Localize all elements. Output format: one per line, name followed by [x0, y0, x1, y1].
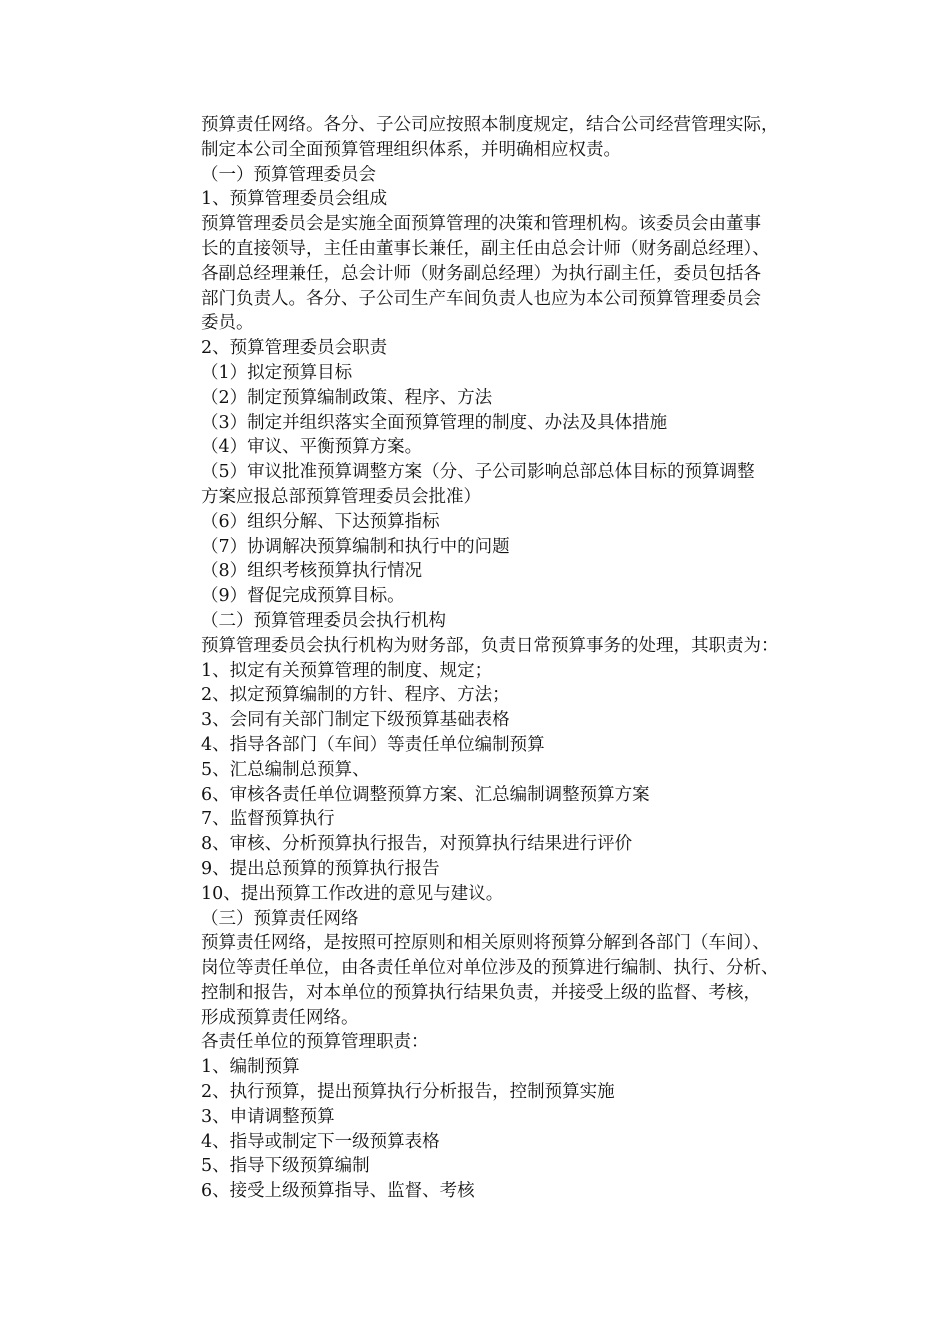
document-body	[201, 113, 821, 1204]
text-line: 方案应报总部预算管理委员会批准）	[201, 486, 481, 507]
text-line: （3）制定并组织落实全面预算管理的制度、办法及具体措施	[201, 412, 668, 433]
text-line: 6、审核各责任单位调整预算方案、汇总编制调整预算方案	[201, 784, 650, 805]
text-line: 制定本公司全面预算管理组织体系，并明确相应权责。	[201, 139, 621, 160]
text-line: 1、预算管理委员会组成	[201, 189, 388, 210]
text-line: （4）审议、平衡预算方案。	[201, 437, 423, 458]
text-line: （5）审议批准预算调整方案（分、子公司影响总部总体目标的预算调整	[201, 462, 755, 483]
text-line: 预算责任网络。各分、子公司应按照本制度规定，结合公司经营管理实际，	[201, 115, 779, 135]
text-line: （8）组织考核预算执行情况	[201, 561, 423, 582]
text-line: 委员。	[201, 313, 254, 334]
text-line: 10、提出预算工作改进的意见与建议。	[201, 883, 504, 904]
text-line: 8、审核、分析预算执行报告，对预算执行结果进行评价	[201, 834, 633, 855]
text-line: 3、会同有关部门制定下级预算基础表格	[201, 710, 510, 731]
text-line: 形成预算责任网络。	[201, 1007, 359, 1028]
text-line: 4、指导各部门（车间）等责任单位编制预算	[201, 734, 545, 755]
text-line: （9）督促完成预算目标。	[201, 586, 405, 607]
text-line: 岗位等责任单位，由各责任单位对单位涉及的预算进行编制、执行、分析、	[201, 958, 779, 979]
text-line: 1、编制预算	[201, 1057, 300, 1078]
text-line: 4、指导或制定下一级预算表格	[201, 1131, 440, 1152]
text-line: （7）协调解决预算编制和执行中的问题	[201, 536, 510, 557]
text-line: 各副总经理兼任，总会计师（财务副总经理）为执行副主任，委员包括各	[201, 263, 761, 284]
text-line: 预算管理委员会是实施全面预算管理的决策和管理机构。该委员会由董事	[201, 214, 761, 235]
text-line: 预算责任网络，是按照可控原则和相关原则将预算分解到各部门（车间）、	[201, 933, 770, 954]
text-line: 各责任单位的预算管理职责：	[201, 1032, 429, 1053]
text-line: 5、汇总编制总预算、	[201, 759, 370, 780]
text-line: （1）拟定预算目标	[201, 362, 353, 383]
text-line: 5、指导下级预算编制	[201, 1156, 370, 1177]
text-line: 控制和报告，对本单位的预算执行结果负责，并接受上级的监督、考核，	[201, 982, 761, 1003]
text-line: （三）预算责任网络	[201, 908, 359, 929]
text-line: 长的直接领导，主任由董事长兼任，副主任由总会计师（财务副总经理）、	[201, 238, 770, 259]
text-line: 1、拟定有关预算管理的制度、规定；	[201, 660, 493, 681]
text-line: 2、拟定预算编制的方针、程序、方法；	[201, 685, 510, 706]
text-line: 3、申请调整预算	[201, 1106, 335, 1127]
text-line: 部门负责人。各分、子公司生产车间负责人也应为本公司预算管理委员会	[201, 288, 761, 309]
text-line: 2、执行预算，提出预算执行分析报告，控制预算实施	[201, 1082, 615, 1103]
text-line: （6）组织分解、下达预算指标	[201, 511, 440, 532]
text-line: 2、预算管理委员会职责	[201, 338, 388, 359]
text-line: 预算管理委员会执行机构为财务部，负责日常预算事务的处理，其职责为：	[201, 635, 779, 656]
text-line: （2）制定预算编制政策、程序、方法	[201, 387, 493, 408]
text-line: 6、接受上级预算指导、监督、考核	[201, 1181, 475, 1202]
text-line: （二）预算管理委员会执行机构	[201, 610, 446, 631]
text-line: 9、提出总预算的预算执行报告	[201, 858, 440, 879]
text-line: （一）预算管理委员会	[201, 164, 376, 185]
text-line: 7、监督预算执行	[201, 809, 335, 830]
